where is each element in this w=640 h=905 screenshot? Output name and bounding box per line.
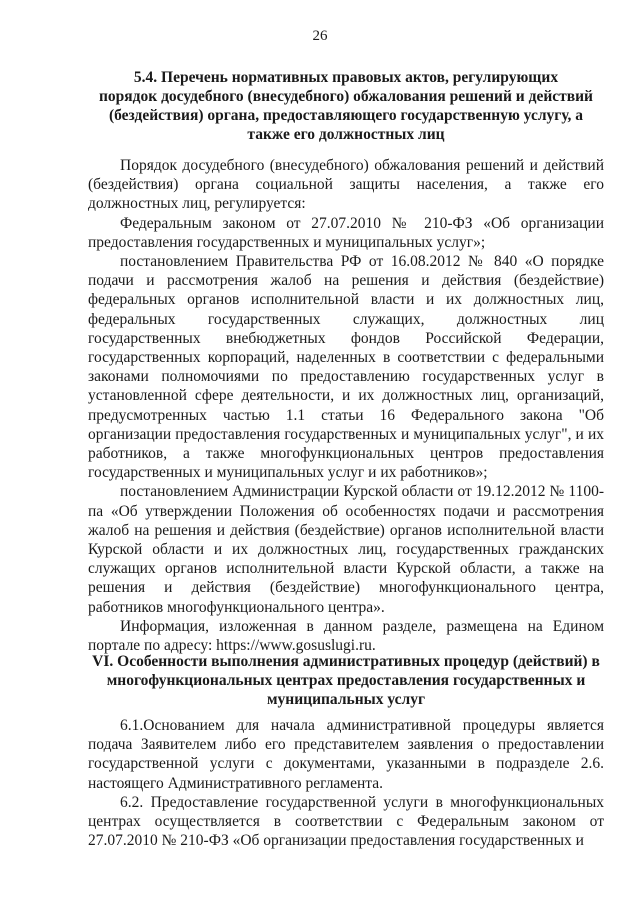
paragraph: 6.2. Предоставление государственной услуги в многофункциональных центрах осуществляется в соответствии с Федеральным законом от 27.07.2010 № 210-ФЗ «Об организации предоставления государственных и [88, 793, 604, 850]
heading-line: (бездействия) органа, предоставляющего государственную услугу, а [108, 107, 584, 124]
section-5-4-heading [88, 68, 604, 144]
heading-line: многофункциональных центрах предоставления государственных и [106, 672, 586, 689]
section-5-4-body [88, 156, 604, 655]
paragraph: Порядок досудебного (внесудебного) обжалования решений и действий (бездействия) органа социальной защиты населения, а также его должностных лиц, регулируется: [88, 157, 604, 213]
section-6-heading [88, 652, 604, 709]
heading-line: также его должностных лиц [247, 126, 445, 143]
heading-line: 5.4. Перечень нормативных правовых актов, регулирующих [133, 69, 559, 86]
page-number: 26 [312, 28, 328, 44]
paragraph: постановлением Администрации Курской области от 19.12.2012 № 1100-па «Об утверждении Положения об особенностях подачи и рассмотрения жалоб на решения и действия (бездействие) органов исполнительной власти Курской области и их должностных лиц, государственных гражданских служащих органов исполнительной власти Курской области, а также на решения и действия (бездействие) многофункционального центра, работников многофункционального центра». [88, 483, 604, 616]
paragraph: Федеральным законом от 27.07.2010 № 210-ФЗ «Об организации предоставления государственных и муниципальных услуг»; [88, 214, 604, 251]
heading-line: муниципальных услуг [266, 691, 426, 708]
heading-line: порядок досудебного (внесудебного) обжалования решений и действий [99, 88, 593, 105]
paragraph: постановлением Правительства РФ от 16.08.2012 № 840 «О порядке подачи и рассмотрения жалоб на решения и действия (бездействие) федеральных органов исполнительной власти и их должностных лиц, федеральных государственных служащих, должностных лиц государственных внебюджетных фондов Российской Федерации, государственных корпораций, наделенных в соответствии с федеральными законами полномочиями по предоставлению государственных услуг в установленной сфере деятельности, и их должностных лиц, организаций, предусмотренных частью 1.1 статьи 16 Федерального закона "Об организации предоставления государственных и муниципальных услуг", и их работников, а также многофункциональных центров предоставления государственных и муниципальных услуг и их работников»; [88, 253, 604, 482]
section-5-4-heading-block [88, 68, 604, 144]
section-6-heading-block [88, 652, 604, 709]
paragraph: 6.1.Основанием для начала административной процедуры является подача Заявителем либо его представителем заявления о предоставлении государственной услуги с документами, указанными в подразделе 2.6. настоящего Административного регламента. [88, 717, 604, 792]
section-6-body [88, 716, 604, 850]
heading-line: VI. Особенности выполнения административных процедур (действий) в [92, 653, 600, 670]
paragraph: Информация, изложенная в данном разделе, размещена на Едином портале по адресу: https://www.gosuslugi.ru. [88, 617, 604, 655]
